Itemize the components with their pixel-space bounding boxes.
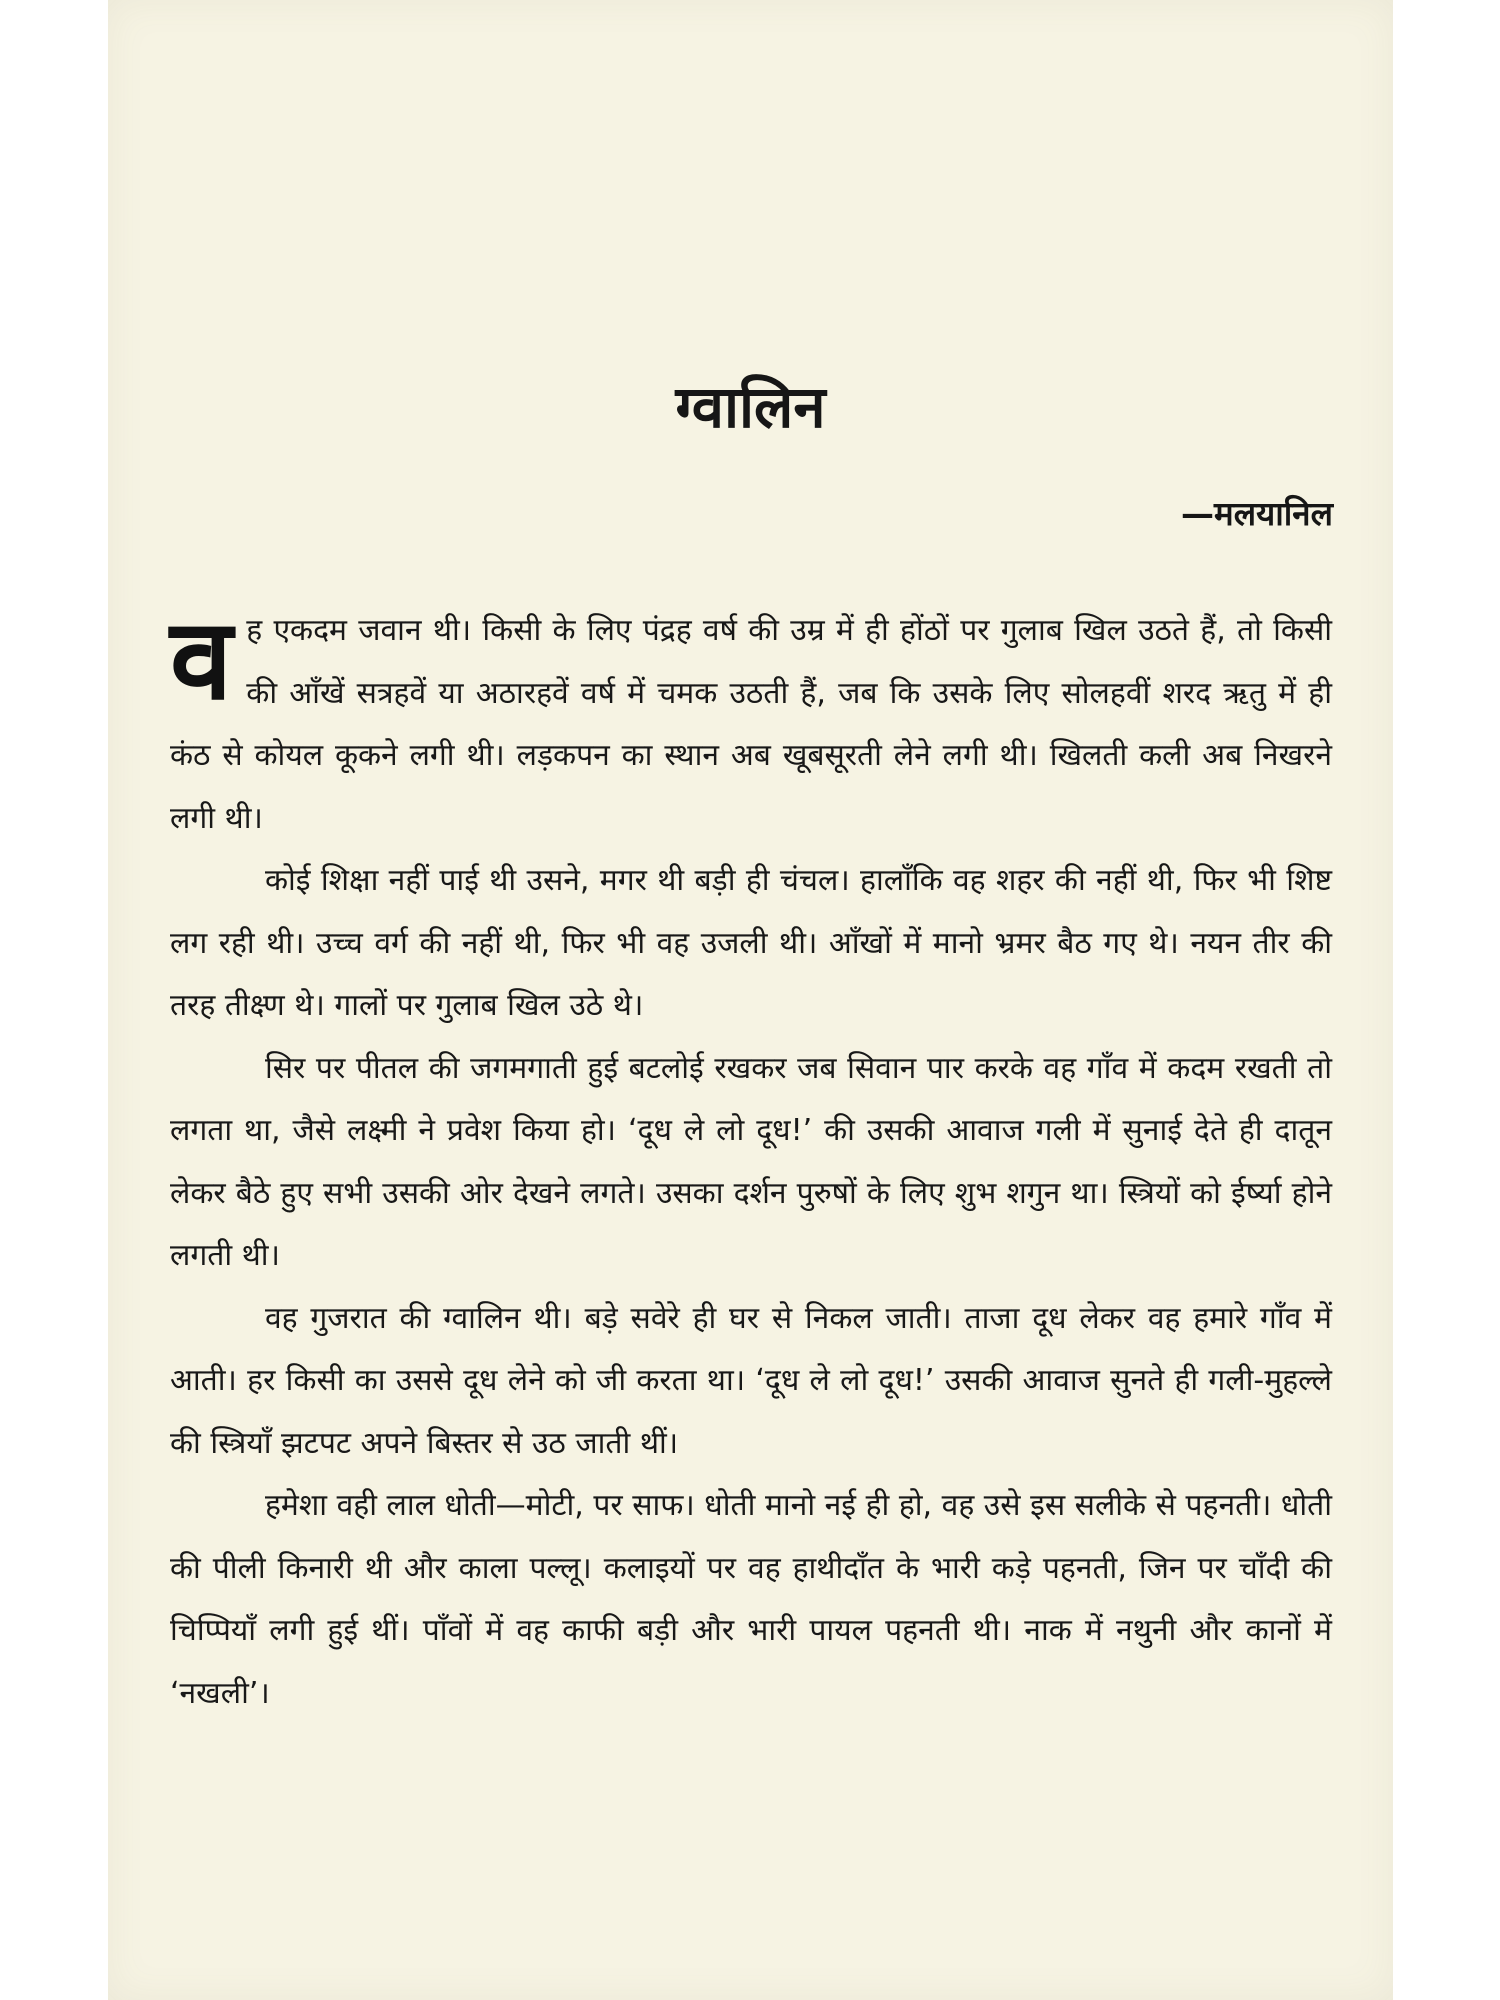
book-page <box>108 0 1393 2000</box>
drop-cap: व <box>170 595 233 725</box>
story-body <box>170 595 1332 1725</box>
story-title: ग्वालिन <box>675 373 826 441</box>
paragraph-1 <box>170 595 1332 850</box>
paragraph-3: सिर पर पीतल की जगमगाती हुई बटलोई रखकर जब सिवान पार करके वह गाँव में कदम रखती तो लगता था, जैसे लक्ष्मी ने प्रवेश किया हो। ‘दूध ले लो दूध!’ की उसकी आवाज गली में सुनाई देते ही दातून लेकर बैठे हुए सभी उसकी ओर देखने लगते। उसका दर्शन पुरुषों के लिए शुभ शगुन था। स्त्रियों को ईर्ष्या होने लगती थी। <box>170 1050 1332 1273</box>
paragraph-2: कोई शिक्षा नहीं पाई थी उसने, मगर थी बड़ी ही चंचल। हालाँकि वह शहर की नहीं थी, फिर भी शिष्ट लग रही थी। उच्च वर्ग की नहीं थी, फिर भी वह उजली थी। आँखों में मानो भ्रमर बैठ गए थे। नयन तीर की तरह तीक्ष्ण थे। गालों पर गुलाब खिल उठे थे। <box>170 863 1332 1023</box>
paragraph-4: वह गुजरात की ग्वालिन थी। बड़े सवेरे ही घर से निकल जाती। ताजा दूध लेकर वह हमारे गाँव में आती। हर किसी का उससे दूध लेने को जी करता था। ‘दूध ले लो दूध!’ उसकी आवाज सुनते ही गली-मुहल्ले की स्त्रियाँ झटपट अपने बिस्तर से उठ जाती थीं। <box>170 1300 1332 1461</box>
story-author: —मलयानिल <box>1180 494 1333 533</box>
paragraph-1-text: ह एकदम जवान थी। किसी के लिए पंद्रह वर्ष की उम्र में ही होंठों पर गुलाब खिल उठते हैं, तो किसी की आँखें सत्रहवें या अठारहवें वर्ष में चमक उठती हैं, जब कि उसके लिए सोलहवीं शरद ऋतु में ही कंठ से कोयल कूकने लगी थी। लड़कपन का स्थान अब खूबसूरती लेने लगी थी। खिलती कली अब निखरने लगी थी। <box>170 613 1332 836</box>
paragraph-5: हमेशा वही लाल धोती—मोटी, पर साफ। धोती मानो नई ही हो, वह उसे इस सलीके से पहनती। धोती की पीली किनारी थी और काला पल्लू। कलाइयों पर वह हाथीदाँत के भारी कड़े पहनती, जिन पर चाँदी की चिप्पियाँ लगी हुई थीं। पाँवों में वह काफी बड़ी और भारी पायल पहनती थी। नाक में नथुनी और कानों में ‘नखली’। <box>170 1488 1332 1711</box>
